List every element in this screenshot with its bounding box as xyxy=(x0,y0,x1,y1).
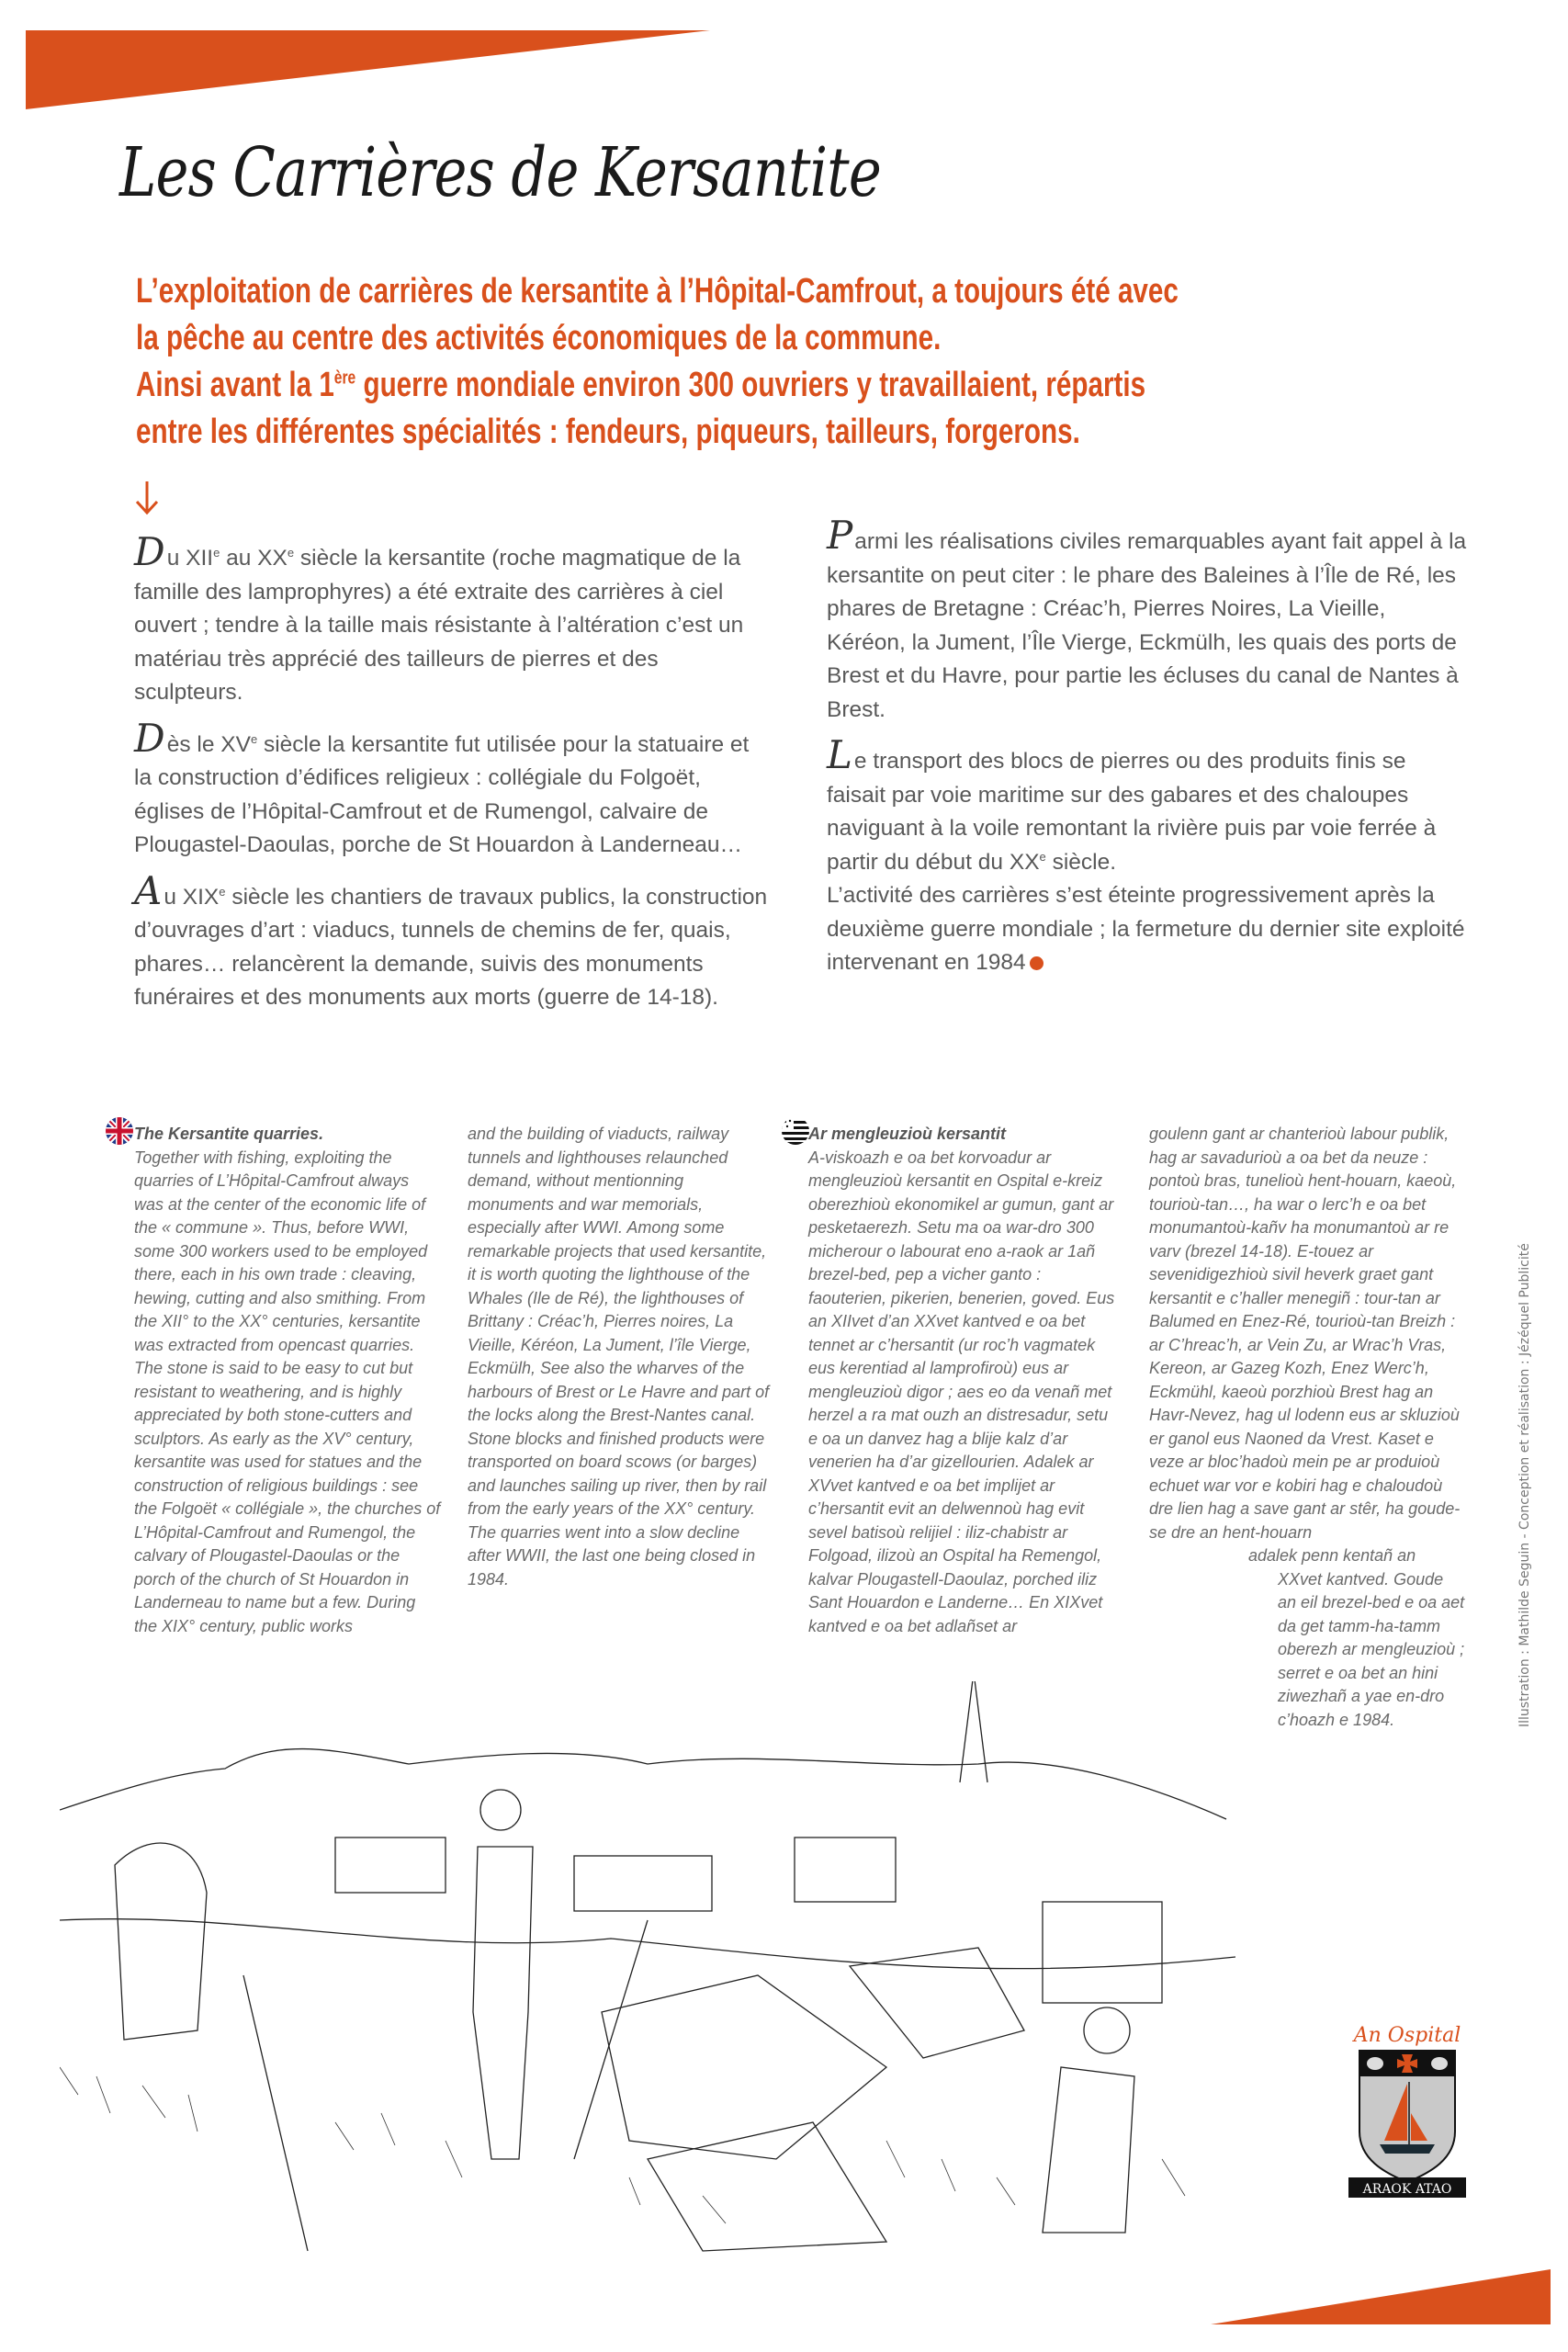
english-text: and the building of viaducts, railway tunnels and lighthouses relaunched demand, without mentionning monuments and war memorials, especially after WWI. Among some remarkable projects that used kersantite, it is worth quoting the lighthouse of the Whales (Ile de Ré), the lighthouses of Brittany : Créac’h, Pierres noires, La Vieille, Kéréon, La Jument, l’île Vierge, Eckmülh, See also the wharves of the harbours of Brest or Le Havre and part of the locks along the Brest-Nantes canal. Stone blocks and finished products were transported on board scows (or barges) and launches sailing up river, then by rail from the early years of the XX° century. The quarries went into a slow decline after WWII, the last one being closed in 1984. xyxy=(468,1125,770,1589)
top-orange-banner xyxy=(26,30,710,109)
drop-cap: P xyxy=(827,513,853,558)
paragraph: Au XIXe siècle les chantiers de travaux publics, la construction d’ouvrages d’art : viaducs, tunnels de chemins de fer, quais, phares… relancèrent la demande, suivis des monuments funéraires et des monuments aux morts (guerre de 14-18). xyxy=(134,867,768,1010)
english-column-1 xyxy=(134,1123,442,1638)
breton-heading: Ar mengleuzioù kersantit xyxy=(808,1125,1007,1143)
an-ospital-crest-logo xyxy=(1343,2021,1472,2205)
english-column-2 xyxy=(468,1123,771,1591)
uk-flag-icon xyxy=(106,1117,133,1145)
drop-cap: D xyxy=(134,715,165,761)
paragraph: Du XIIe au XXe siècle la kersantite (roche magmatique de la famille des lamprophyres) a été extraite des carrières à ciel ouvert ; tendre à la taille mais résistante à l’altération c’est un matériau très apprécié des tailleurs de pierres et des sculpteurs. xyxy=(134,529,744,705)
logo-top-text: An Ospital xyxy=(1353,2024,1461,2047)
french-column-right xyxy=(827,513,1470,999)
paragraph: Parmi les réalisations civiles remarquables ayant fait appel à la kersantite on peut citer : le phare des Baleines à l’Île de Ré, les phares de Bretagne : Créac’h, Pierres Noires, La Vieille, Kéréon, la Jument, l’Île Vierge, Eckmülh, les quais des ports de Brest et du Havre, pour partie les écluses du canal de Nantes à Brest. xyxy=(827,513,1467,722)
drop-cap: D xyxy=(134,529,165,574)
credits-text: Illustration : Mathilde Seguin - Conception et réalisation : Jézéquel Publicité xyxy=(1517,1243,1532,1727)
quarry-illustration xyxy=(60,1681,1235,2260)
end-dot-icon xyxy=(1030,956,1043,970)
intro-line: Ainsi avant la 1ère guerre mondiale environ 300 ouvriers y travaillaient, répartis xyxy=(136,366,1146,404)
drop-cap: L xyxy=(827,732,852,777)
logo-motto: ARAOK ATAO xyxy=(1362,2182,1452,2197)
bottom-orange-banner xyxy=(1211,2269,1551,2324)
intro-paragraph xyxy=(136,268,1483,456)
breton-text: A-viskoazh e oa bet korvoadur ar mengleuzioù kersantit en Ospital e-kreiz oberezhioù ekonomikel ar gumun, gant ar pesketaerezh. Setu ma oa war-dro 300 micherour o labourat eno a-raok ar 1añ brezel-bed, pep a vicher ganto : faouterien, pikerien, benerien, goved. Eus an XIIvet d’an XXvet kantved e oa bet tennet ar c’hersantit (ur roc’h vagmatek eus kerentiad al lamprofiroù) eus ar mengleuzioù digor ; aes eo da venañ met herzel a ra mat ouzh an distresadur, setu e oa un danvez hag a blije kalz d’ar venerien ha d’ar gizellourien. Adalek ar XVvet kantved e oa bet implijet ar c’hersantit evit an delwennoù hag evit sevel batisoù relijiel : iliz-chabistr ar Folgoad, ilizoù an Ospital ha Remengol, kalvar Plougastell-Daoulaz, porched iliz Sant Houardon e Landerne… En XIXvet kantved e oa bet adlañset ar xyxy=(808,1148,1115,1635)
intro-line: la pêche au centre des activités économiques de la commune. xyxy=(136,319,942,357)
french-column-left xyxy=(134,529,768,1034)
arrow-down-icon xyxy=(134,480,160,516)
breton-column-2 xyxy=(1149,1123,1466,1732)
breton-text: adalek penn kentañ an xyxy=(1248,1546,1416,1565)
intro-line: entre les différentes spécialités : fendeurs, piqueurs, tailleurs, forgerons. xyxy=(136,413,1080,451)
breton-text: XXvet kantved. Goude an eil brezel-bed e oa aet da get tamm-ha-tamm oberezh ar mengleuzioù ; serret e oa bet an hini ziwezhañ a yae en-dro c’hoazh e 1984. xyxy=(1278,1569,1465,1729)
drop-cap: A xyxy=(134,867,163,913)
breton-flag-icon xyxy=(782,1117,809,1145)
english-heading: The Kersantite quarries. xyxy=(134,1125,324,1143)
breton-column-1 xyxy=(808,1123,1121,1638)
paragraph: Le transport des blocs de pierres ou des produits finis se faisait par voie maritime sur des gabares et des chaloupes naviguant à la voile remontant la rivière puis par voie ferrée à partir du début du XXe siècle. L’activité des carrières s’est éteinte progressivement après la deuxième guerre mondiale ; la fermeture du dernier site exploité intervenant en 1984 xyxy=(827,732,1465,975)
breton-text: goulenn gant ar chanterioù labour publik, hag ar savadurioù a oa bet da neuze : pontoù bras, tunelioù hent-houarn, kaeoù, tourioù-tan…, ha war o lerc’h e oa bet monumantoù-kañv ha monumantoù ar re varv (brezel 14-18). E-touez ar sevenidigezhioù sivil heverk graet gant kersantit e c’haller menegiñ : tour-tan ar Balumed en Enez-Ré, tourioù-tan Breizh : ar C’hreac’h, ar Vein Zu, ar Wrac’h Vras, Kereon, ar Gazeg Kozh, Enez Werc’h, Eckmühl, kaeoù porzhioù Brest hag an Havr-Nevez, hag ul lodenn eus ar skluzioù er ganol eus Naoned da Vrest. Kaset e veze ar bloc’hadoù mein pe ar produioù echuet war vor e kobiri hag e chaloudoù dre lien hag a save gant ar stêr, ha goude-se dre an hent-houarn xyxy=(1149,1125,1461,1542)
intro-line: L’exploitation de carrières de kersantite à l’Hôpital-Camfrout, a toujours été avec xyxy=(136,272,1179,311)
page-title: Les Carrières de Kersantite xyxy=(119,133,881,212)
english-text: Together with fishing, exploiting the quarries of L’Hôpital-Camfrout always was at the center of the economic life of the « commune ». Thus, before WWI, some 300 workers used to be employed there, each in his own trade : cleaving, hewing, cutting and also smithing. From the XII° to the XX° centuries, kersantite was extracted from opencast quarries. The stone is said to be easy to cut but resistant to weathering, and is highly appreciated by both stone-cutters and sculptors. As early as the XV° century, kersantite was used for statues and the construction of religious buildings : see the Folgoët « collégiale », the churches of L’Hôpital-Camfrout and Rumengol, the calvary of Plougastel-Daoulas or the porch of the church of St Houardon in Landerneau to name but a few. During the XIX° century, public works xyxy=(134,1148,441,1635)
paragraph: Dès le XVe siècle la kersantite fut utilisée pour la statuaire et la construction d’édifices religieux : collégiale du Folgoët, églises de l’Hôpital-Camfrout et de Rumengol, calvaire de Plougastel-Daoulas, porche de St Houardon à Landerneau… xyxy=(134,715,750,857)
